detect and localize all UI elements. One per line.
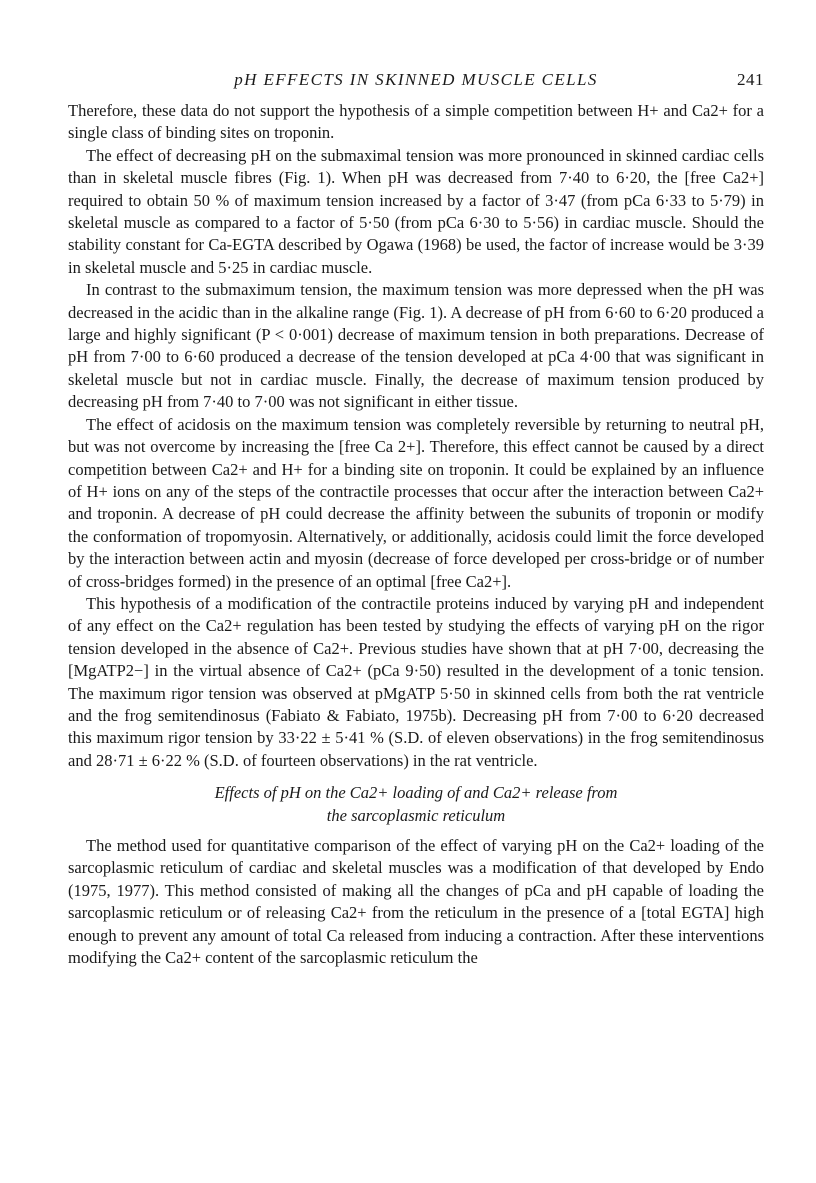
paragraph-3: In contrast to the submaximum tension, the maximum tension was more depressed when the pH was decreased in the acidic than in the alkaline range (Fig. 1). A decrease of pH from 6·60 to 6·20 produced a large and highly significant (P < 0·001) decrease of maximum tension in both preparations. Decrease of pH from 7·00 to 6·60 produced a decrease of the tension developed at pCa 4·00 that was significant in skeletal muscle but not in cardiac muscle. Finally, the decrease of maximum tension produced by decreasing pH from 7·40 to 7·00 was not significant in either tissue. — [68, 280, 764, 412]
running-title: pH EFFECTS IN SKINNED MUSCLE CELLS — [234, 70, 598, 89]
paragraph-6: The method used for quantitative comparison of the effect of varying pH on the Ca2+ loading of the sarcoplasmic reticulum of cardiac and skeletal muscles was a modification of that developed by Endo (1975, 1977). This method consisted of making all the changes of pCa and pH capable of loading the sarcoplasmic reticulum or of releasing Ca2+ from the reticulum in the presence of a [total EGTA] high enough to prevent any amount of total Ca released from inducing a contraction. After these interventions modifying the Ca2+ content of the sarcoplasmic reticulum the — [68, 836, 764, 968]
section-heading-line-2: the sarcoplasmic reticulum — [326, 805, 506, 825]
section-heading — [68, 782, 764, 827]
section-heading-line-1: Effects of pH on the Ca2+ loading of and Ca2+ release from — [214, 783, 618, 803]
paragraph-5: This hypothesis of a modification of the contractile proteins induced by varying pH and independent of any effect on the Ca2+ regulation has been tested by studying the effects of varying pH on the rigor tension developed in the absence of Ca2+. Previous studies have shown that at pH 7·00, decreasing the [MgATP2−] in the virtual absence of Ca2+ (pCa 9·50) resulted in the development of a tonic tension. The maximum rigor tension was observed at pMgATP 5·50 in skinned cells from both the rat ventricle and the frog semitendinosus (Fabiato & Fabiato, 1975b). Decreasing pH from 7·00 to 6·20 decreased this maximum rigor tension by 33·22 ± 5·41 % (S.D. of eleven observations) in the frog semitendinosus and 28·71 ± 6·22 % (S.D. of fourteen observations) in the rat ventricle. — [68, 593, 764, 770]
paragraph-4: The effect of acidosis on the maximum tension was completely reversible by returning to neutral pH, but was not overcome by increasing the [free Ca 2+]. Therefore, this effect cannot be caused by a direct competition between Ca2+ and H+ for a binding site on troponin. It could be explained by an influence of H+ ions on any of the steps of the contractile processes that occur after the interaction between Ca2+ and troponin. A decrease of pH could decrease the affinity between the subunits of troponin or modify the conformation of tropomyosin. Alternatively, or additionally, acidosis could limit the force developed by the interaction between actin and myosin (decrease of force developed per cross-bridge or of number of cross-bridges formed) in the presence of an optimal [free Ca2+]. — [68, 414, 764, 591]
document-page — [68, 68, 764, 969]
page-number: 241 — [737, 70, 764, 89]
paragraph-1: Therefore, these data do not support the hypothesis of a simple competition between H+ and Ca2+ for a single class of binding sites on troponin. — [68, 101, 764, 143]
running-header — [68, 68, 764, 94]
paragraph-2: The effect of decreasing pH on the submaximal tension was more pronounced in skinned cardiac cells than in skeletal muscle fibres (Fig. 1). When pH was decreased from 7·40 to 6·20, the [free Ca2+] required to obtain 50 % of maximum tension increased by a factor of 3·47 (from pCa 6·33 to 5·79) in skeletal muscle as compared to a factor of 5·50 (from pCa 6·30 to 5·56) in cardiac muscle. Should the stability constant for Ca-EGTA described by Ogawa (1968) be used, the factor of increase would be 3·39 in skeletal muscle and 5·25 in cardiac muscle. — [68, 145, 764, 277]
